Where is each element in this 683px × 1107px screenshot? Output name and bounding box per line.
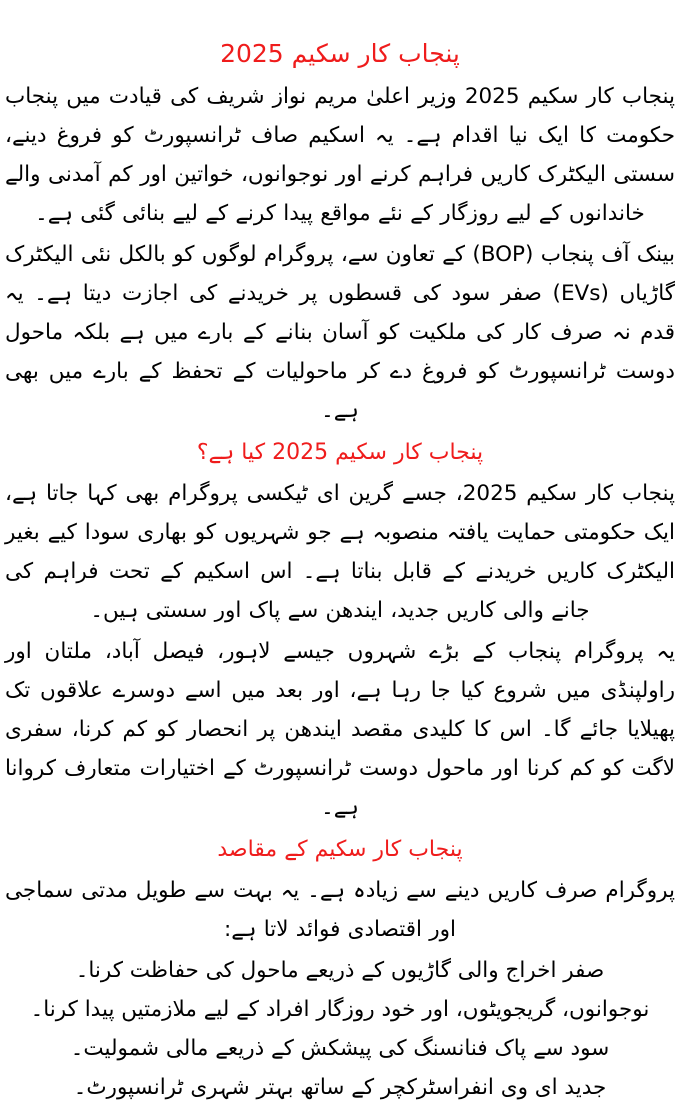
intro-paragraph-1: پنجاب کار سکیم 2025 وزیر اعلیٰ مریم نواز شریف کی قیادت میں پنجاب حکومت کا ایک نیا اقدام ہے۔ یہ اسکیم صاف ٹرانسپورٹ کو فروغ دینے، سستی الیکٹرک کاریں فراہم کرنے اور نوجوانوں، خواتین اور کم آمدنی والے خاندانوں کے لیے روزگار کے نئے مواقع پیدا کرنے کے لیے بنائی گئی ہے۔	[5, 84, 675, 226]
section-heading-what-is-scheme: پنجاب کار سکیم 2025 کیا ہے؟	[196, 440, 484, 465]
list-item: نوجوانوں، گریجویٹوں، اور خود روزگار افراد کے لیے ملازمتیں پیدا کرنا۔	[30, 997, 650, 1022]
what-is-paragraph-1: پنجاب کار سکیم 2025، جسے گرین ای ٹیکسی پروگرام بھی کہا جاتا ہے، ایک حکومتی حمایت یافتہ منصوبہ ہے جو شہریوں کو بھاری سودا کیے بغیر الیکٹرک کاریں خریدنے کے قابل بناتا ہے۔ اس اسکیم کے تحت فراہم کی جانے والی کاریں جدید، ایندھن سے پاک اور سستی ہیں۔	[5, 481, 675, 623]
list-item: صفر اخراج والی گاڑیوں کے ذریعے ماحول کی حفاظت کرنا۔	[75, 958, 605, 983]
top-spacer	[5, 0, 675, 34]
what-is-paragraph-2: یہ پروگرام پنجاب کے بڑے شہروں جیسے لاہور، فیصل آباد، ملتان اور راولپنڈی میں شروع کیا جا رہا ہے، اور بعد میں اسے دوسرے علاقوں تک پھیلایا جائے گا۔ اس کا کلیدی مقصد ایندھن پر انحصار کو کم کرنا، سفری لاگت کو کم کرنا اور ماحول دوست ٹرانسپورٹ کے اختیارات متعارف کروانا ہے۔	[5, 639, 675, 820]
section-heading-objectives: پنجاب کار سکیم کے مقاصد	[217, 837, 463, 862]
list-item: جدید ای وی انفراسٹرکچر کے ساتھ بہتر شہری ٹرانسپورٹ۔	[73, 1075, 607, 1100]
intro-paragraph-2: بینک آف پنجاب (BOP) کے تعاون سے، پروگرام لوگوں کو بالکل نئی الیکٹرک گاڑیاں (EVs) صفر سود کی قسطوں پر خریدنے کی اجازت دیتا ہے۔ یہ قدم نہ صرف کار کی ملکیت کو آسان بنانے کے بارے میں ہے بلکہ ماحول دوست ٹرانسپورٹ کو فروغ دے کر ماحولیات کے تحفظ کے بارے میں بھی ہے۔	[5, 242, 675, 423]
list-item: سود سے پاک فنانسنگ کی پیشکش کے ذریعے مالی شمولیت۔	[70, 1036, 610, 1061]
page-title: پنجاب کار سکیم 2025	[220, 39, 460, 68]
objectives-list	[5, 951, 675, 1107]
objectives-intro-paragraph: پروگرام صرف کاریں دینے سے زیادہ ہے۔ یہ بہت سے طویل مدتی سماجی اور اقتصادی فوائد لاتا ہے:	[5, 878, 675, 942]
